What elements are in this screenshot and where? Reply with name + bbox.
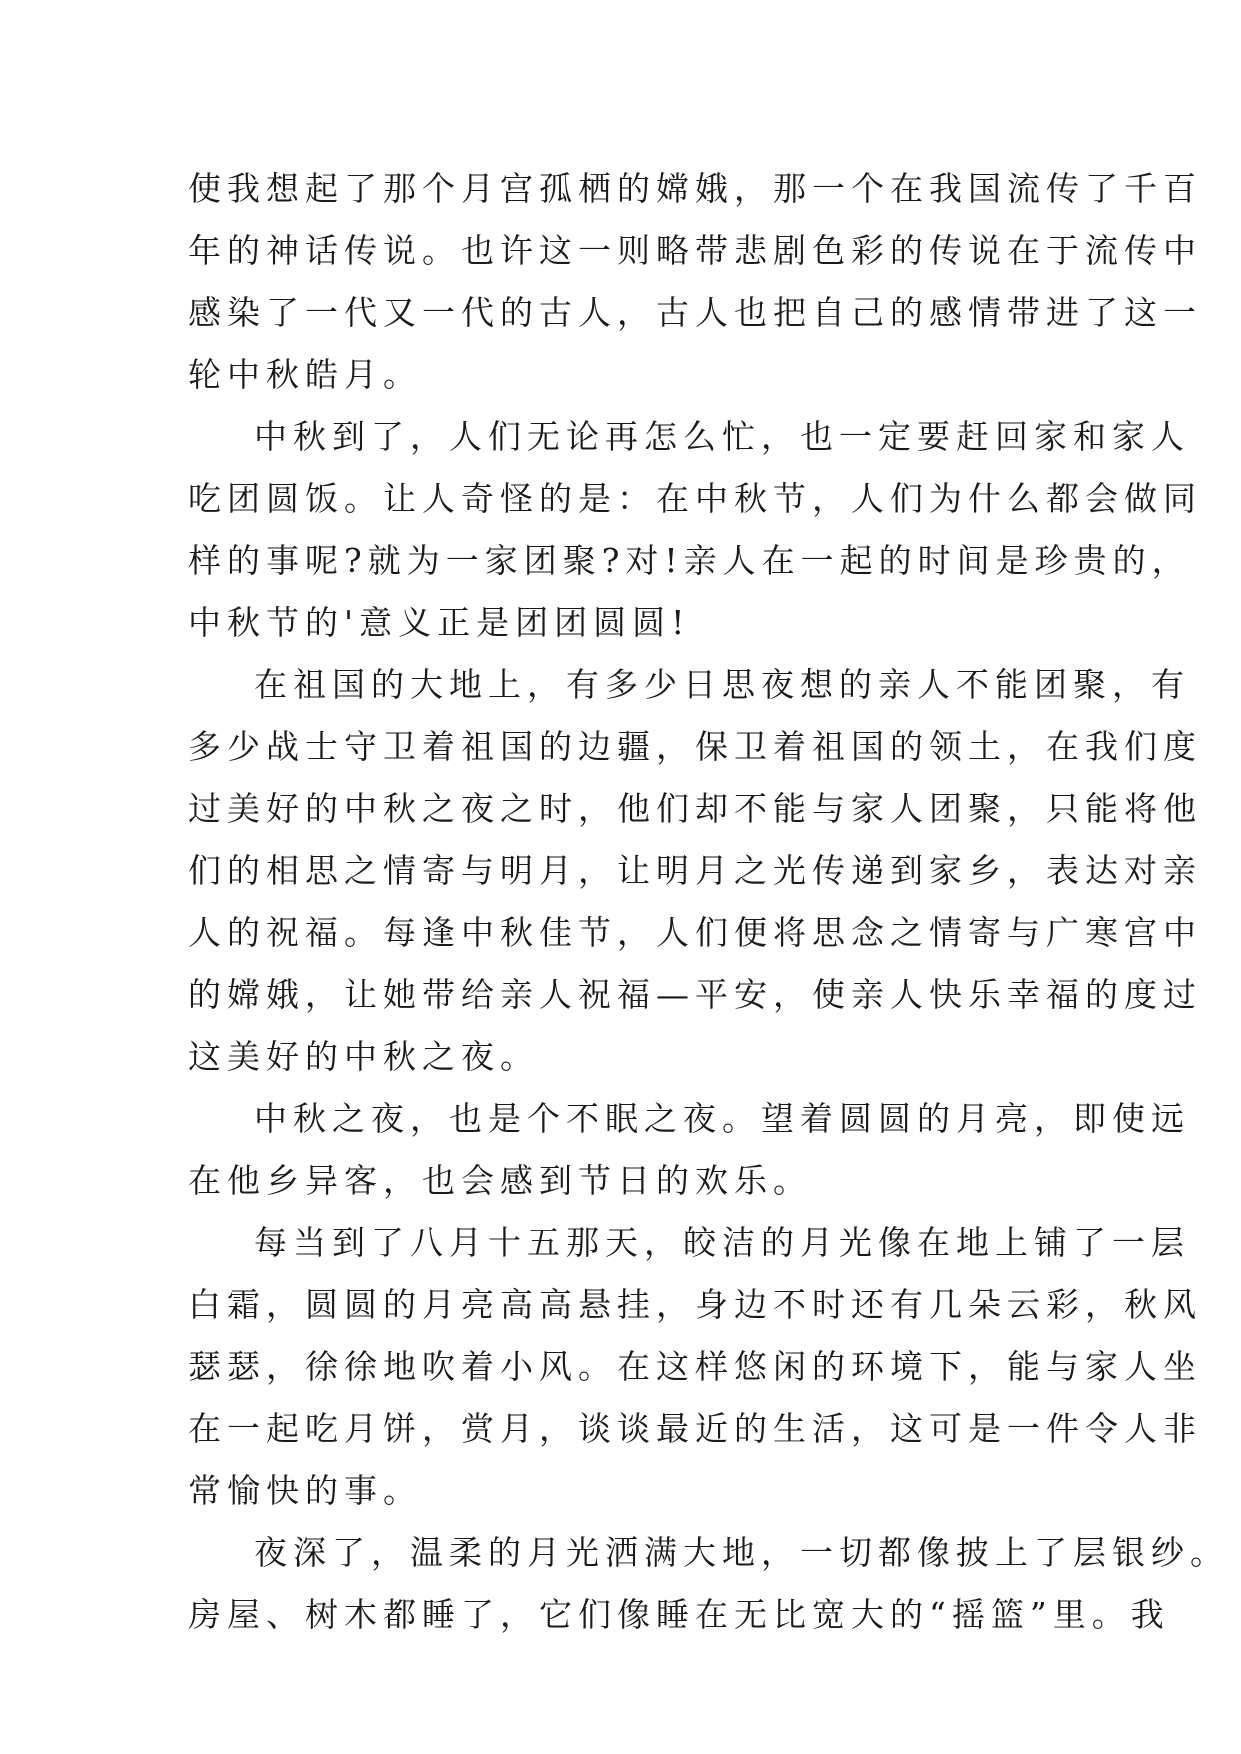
text-line: 的嫦娥，让她带给亲人祝福—平安，使亲人快乐幸福的度过	[188, 975, 1202, 1014]
text-line: 在他乡异客，也会感到节日的欢乐。	[188, 1161, 812, 1200]
text-line: 人的祝福。每逢中秋佳节，人们便将思念之情寄与广寒宫中	[188, 913, 1202, 952]
text-line: 使我想起了那个月宫孤栖的嫦娥，那一个在我国流传了千百	[188, 169, 1202, 208]
text-line: 中秋节的'意义正是团团圆圆!	[188, 603, 691, 642]
text-line: 轮中秋皓月。	[188, 355, 422, 394]
paragraph-first-line: 夜深了，温柔的月光洒满大地，一切都像披上了层银纱。	[254, 1533, 1229, 1572]
text-line: 年的神话传说。也许这一则略带悲剧色彩的传说在于流传中	[188, 231, 1202, 270]
paragraph-first-line: 中秋到了，人们无论再怎么忙，也一定要赶回家和家人	[254, 417, 1190, 456]
text-line: 吃团圆饭。让人奇怪的是：在中秋节，人们为什么都会做同	[188, 479, 1202, 518]
paragraph-first-line: 每当到了八月十五那天，皎洁的月光像在地上铺了一层	[254, 1223, 1190, 1262]
paragraph-first-line: 在祖国的大地上，有多少日思夜想的亲人不能团聚，有	[254, 665, 1190, 704]
text-line: 们的相思之情寄与明月，让明月之光传递到家乡，表达对亲	[188, 851, 1202, 890]
text-line: 过美好的中秋之夜之时，他们却不能与家人团聚，只能将他	[188, 789, 1202, 828]
text-line: 多少战士守卫着祖国的边疆，保卫着祖国的领土，在我们度	[188, 727, 1202, 766]
text-line: 白霜，圆圆的月亮高高悬挂，身边不时还有几朵云彩，秋风	[188, 1285, 1202, 1324]
text-line: 瑟瑟，徐徐地吹着小风。在这样悠闲的环境下，能与家人坐	[188, 1347, 1202, 1386]
text-line: 常愉快的事。	[188, 1471, 422, 1510]
text-line: 样的事呢?就为一家团聚?对!亲人在一起的时间是珍贵的，	[188, 541, 1191, 580]
text-line: 房屋、树木都睡了，它们像睡在无比宽大的“摇篮”里。我	[188, 1595, 1170, 1634]
text-line: 这美好的中秋之夜。	[188, 1037, 539, 1076]
document-body	[188, 158, 1229, 1646]
text-line: 感染了一代又一代的古人，古人也把自己的感情带进了这一	[188, 293, 1202, 332]
paragraph-first-line: 中秋之夜，也是个不眠之夜。望着圆圆的月亮，即使远	[254, 1099, 1190, 1138]
text-line: 在一起吃月饼，赏月，谈谈最近的生活，这可是一件令人非	[188, 1409, 1202, 1448]
